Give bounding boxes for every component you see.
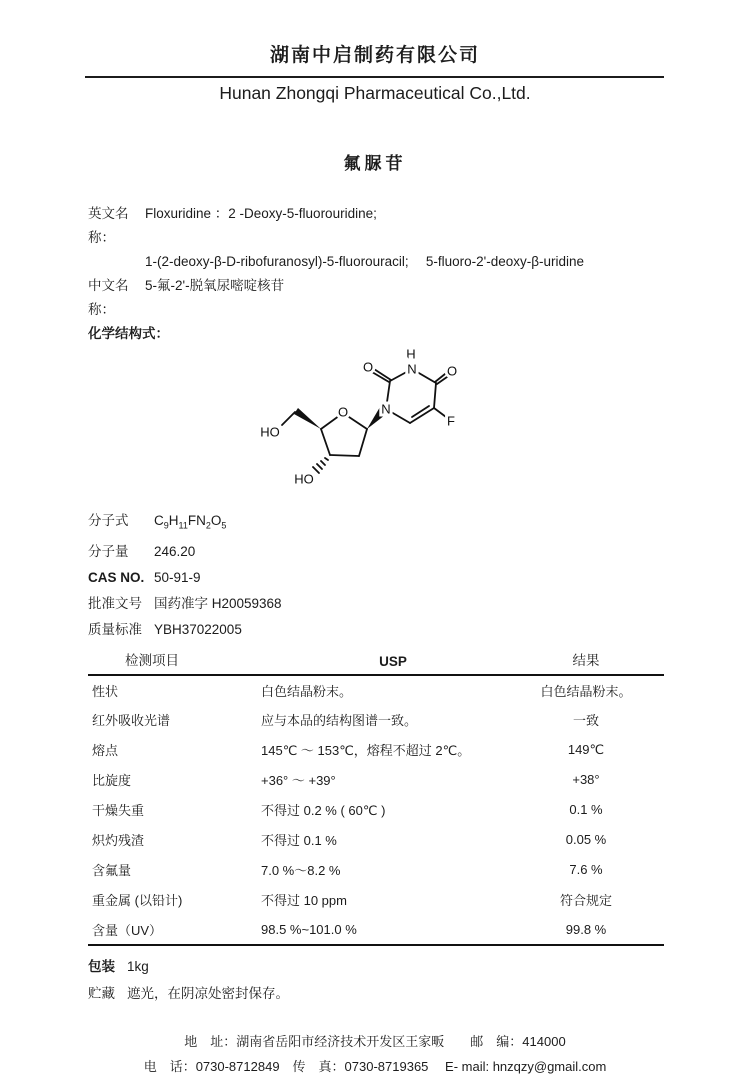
table-row bbox=[88, 675, 664, 705]
packaging-label: 包装 bbox=[88, 958, 115, 974]
cell-item: 干燥失重 bbox=[92, 803, 145, 819]
cell-item: 重金属 (以铅计) bbox=[92, 893, 183, 909]
standard-label: 质量标准 bbox=[88, 621, 142, 637]
atom-h-top: H bbox=[406, 346, 416, 362]
naming-section bbox=[88, 202, 750, 346]
standard-row bbox=[88, 617, 750, 643]
storage-label: 贮藏 bbox=[88, 985, 115, 1001]
atom-o-left: O bbox=[362, 359, 374, 375]
packaging-row bbox=[88, 958, 750, 976]
cell-usp: 7.0 %～8.2 % bbox=[261, 863, 341, 879]
atom-n-ring: N bbox=[381, 401, 391, 417]
product-info-section bbox=[88, 508, 750, 643]
cas-value: 50-91-9 bbox=[154, 569, 201, 585]
cell-item: 熔点 bbox=[92, 743, 119, 759]
chemical-structure-drawing bbox=[222, 332, 532, 504]
page-title: 氟脲苷 bbox=[343, 154, 407, 173]
spec-table bbox=[88, 649, 664, 946]
cell-result: 7.6 % bbox=[569, 862, 603, 878]
cell-usp: 98.5 %~101.0 % bbox=[261, 921, 357, 937]
approval-row bbox=[88, 591, 750, 617]
formula-label: 分子式 bbox=[88, 513, 129, 528]
cell-item: 炽灼残渣 bbox=[92, 833, 145, 849]
cell-usp: 不得过 10 ppm bbox=[261, 893, 347, 909]
cell-result: +38° bbox=[572, 772, 600, 788]
weight-value: 246.20 bbox=[154, 543, 196, 559]
column-header-usp: USP bbox=[379, 653, 407, 669]
cell-result: 0.05 % bbox=[565, 832, 607, 848]
footer-address-line: 地 址：湖南省岳阳市经济技术开发区王家畈 邮 编：414000 bbox=[184, 1033, 566, 1049]
cell-result: 0.1 % bbox=[569, 802, 603, 818]
english-name-row-2 bbox=[88, 250, 750, 274]
table-row bbox=[88, 825, 664, 855]
storage-row bbox=[88, 985, 750, 1003]
weight-row bbox=[88, 539, 750, 565]
atom-ho-left: HO bbox=[260, 424, 280, 440]
packaging-value: 1kg bbox=[127, 958, 149, 974]
atom-o-right: O bbox=[446, 363, 458, 379]
english-name-value-line1: Floxuridine ：2 -Deoxy-5-fluorouridine; bbox=[145, 206, 377, 221]
approval-label: 批准文号 bbox=[88, 595, 142, 611]
cas-row bbox=[88, 565, 750, 591]
cell-item: 含氟量 bbox=[92, 863, 132, 879]
cell-item: 性状 bbox=[92, 683, 119, 699]
standard-value: YBH37022005 bbox=[154, 621, 242, 637]
approval-value: 国药准字 H20059368 bbox=[154, 595, 282, 611]
table-row bbox=[88, 915, 664, 945]
footer-contact-line: 电 话：0730-8712849 传 真：0730-8719365 E- mail: hnzqzy@gmail.com bbox=[143, 1058, 607, 1074]
storage-value: 遮光，在阴凉处密封保存。 bbox=[127, 985, 289, 1001]
cas-label: CAS NO. bbox=[88, 569, 145, 585]
structure-section-label: 化学结构式： bbox=[88, 326, 169, 341]
cell-result: 149℃ bbox=[567, 741, 605, 757]
cell-item: 含量（UV） bbox=[92, 922, 163, 938]
footer bbox=[0, 1029, 750, 1079]
weight-label: 分子量 bbox=[88, 543, 129, 559]
cell-item: 红外吸收光谱 bbox=[92, 713, 171, 729]
cell-usp: 145℃ ～ 153℃，熔程不超过 2℃。 bbox=[261, 743, 471, 759]
company-name-english: Hunan Zhongqi Pharmaceutical Co.,Ltd. bbox=[219, 83, 531, 103]
table-row bbox=[88, 705, 664, 735]
formula-value: $C_9H_{11}FN_2O_5$ bbox=[154, 513, 227, 531]
atom-ho-bottom: HO bbox=[294, 471, 314, 487]
spec-table-header-row bbox=[88, 649, 664, 675]
table-row bbox=[88, 885, 664, 915]
cell-result: 符合规定 bbox=[559, 893, 612, 909]
table-row bbox=[88, 855, 664, 885]
company-name-chinese: 湖南中启制药有限公司 bbox=[269, 45, 480, 66]
cell-usp: 应与本品的结构图谱一致。 bbox=[261, 713, 418, 729]
atom-n-top: N bbox=[407, 361, 417, 377]
atom-o-ring: O bbox=[337, 404, 349, 420]
cell-result: 一致 bbox=[572, 713, 599, 729]
table-row bbox=[88, 795, 664, 825]
chinese-name-value: 5-氟-2'-脱氧尿嘧啶核苷 bbox=[145, 278, 285, 293]
english-name-row bbox=[88, 202, 750, 250]
english-name-value-line2: 1-(2-deoxy-β-D-ribofuranosyl)-5-fluorouracil; 5-fluoro-2'-deoxy-β-uridine bbox=[145, 254, 585, 269]
english-name-label: 英文名称： bbox=[88, 206, 129, 245]
column-header-result: 结果 bbox=[572, 652, 600, 668]
formula-row bbox=[88, 508, 750, 539]
cell-usp: 不得过 0.2 % ( 60℃ ) bbox=[261, 803, 386, 819]
atom-f: F bbox=[447, 413, 455, 429]
header-divider bbox=[85, 76, 664, 78]
cell-result: 99.8 % bbox=[565, 921, 607, 937]
table-row bbox=[88, 735, 664, 765]
cell-usp: 白色结晶粉末。 bbox=[261, 683, 353, 699]
column-header-item: 检测项目 bbox=[125, 652, 179, 668]
table-row bbox=[88, 765, 664, 795]
cell-usp: 不得过 0.1 % bbox=[261, 833, 337, 849]
cell-usp: +36° ～ +39° bbox=[261, 773, 336, 789]
chinese-name-row bbox=[88, 274, 750, 322]
cell-result: 白色结晶粉末。 bbox=[540, 683, 632, 699]
chinese-name-label: 中文名称： bbox=[88, 278, 129, 317]
cell-item: 比旋度 bbox=[92, 773, 132, 789]
